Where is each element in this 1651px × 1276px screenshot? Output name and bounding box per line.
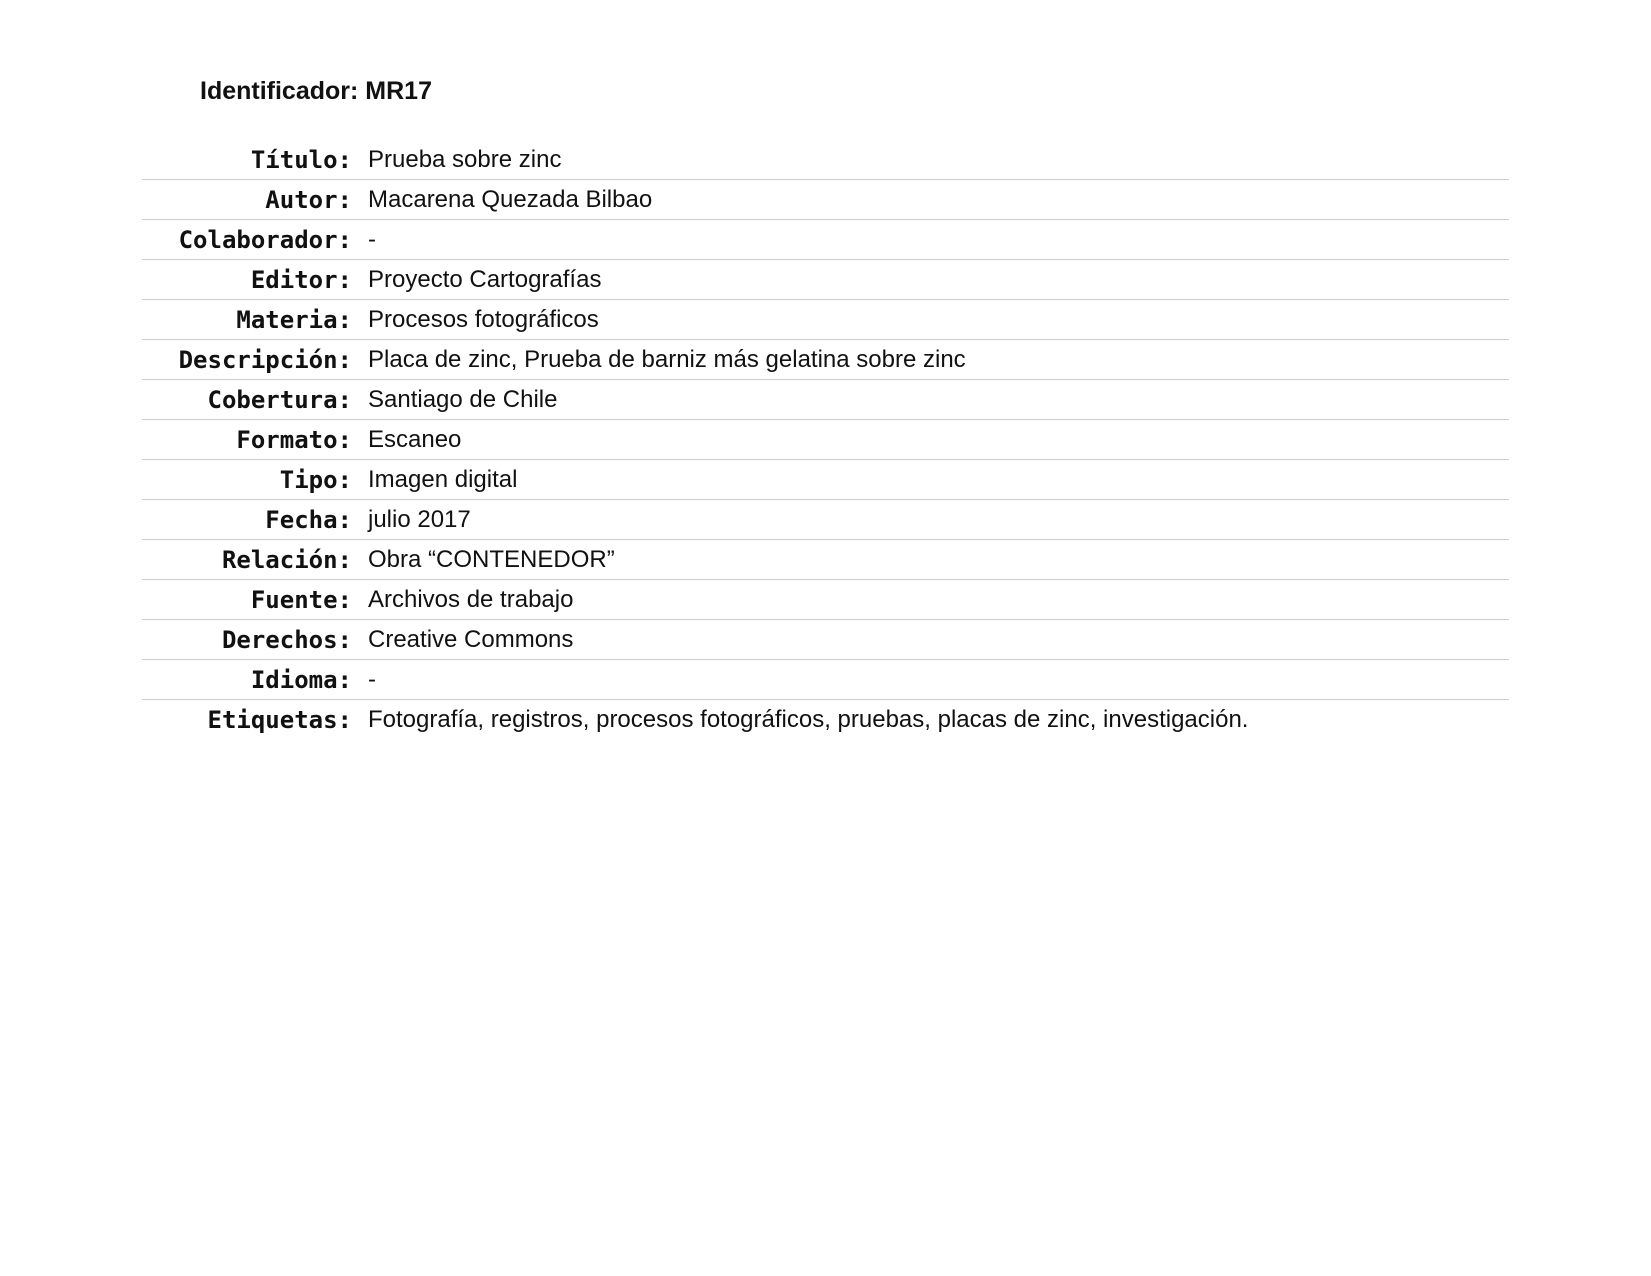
field-label: Descripción: [178,346,352,374]
field-value: Proyecto Cartografías [368,266,602,293]
metadata-row-relacion [142,539,1509,579]
field-label: Autor: [265,186,352,214]
field-value: Obra “CONTENEDOR” [368,546,615,573]
field-label: Idioma: [250,666,352,694]
field-value: julio 2017 [368,506,471,533]
metadata-row-formato [142,419,1509,459]
metadata-row-etiquetas [142,699,1509,739]
metadata-row-editor [142,259,1509,299]
identifier-value: MR17 [365,77,432,105]
field-label: Colaborador: [178,226,352,254]
field-label: Fuente: [250,586,352,614]
field-label: Editor: [250,266,352,294]
field-value: Prueba sobre zinc [368,146,562,173]
metadata-row-materia [142,299,1509,339]
metadata-row-derechos [142,619,1509,659]
field-value: Imagen digital [368,466,518,493]
field-label: Formato: [236,426,352,454]
field-value: Escaneo [368,426,462,453]
field-value: Santiago de Chile [368,386,558,413]
field-label: Tipo: [279,466,352,494]
metadata-row-descripcion [142,339,1509,379]
metadata-row-fecha [142,499,1509,539]
metadata-row-colaborador [142,219,1509,259]
metadata-row-tipo [142,459,1509,499]
field-label: Fecha: [265,506,352,534]
metadata-table [142,139,1509,739]
metadata-row-titulo [142,139,1509,179]
metadata-row-idioma [142,659,1509,699]
field-value: - [368,666,376,693]
metadata-row-autor [142,179,1509,219]
field-value: Procesos fotográficos [368,306,599,333]
field-label: Título: [250,146,352,174]
field-label: Derechos: [221,626,352,654]
identifier-heading [200,74,432,108]
field-label: Materia: [236,306,352,334]
field-label: Cobertura: [207,386,352,414]
field-value: - [368,226,376,253]
field-value: Macarena Quezada Bilbao [368,186,653,213]
field-label: Etiquetas: [207,706,352,734]
field-label: Relación: [221,546,352,574]
metadata-row-fuente [142,579,1509,619]
field-value: Fotografía, registros, procesos fotográficos, pruebas, placas de zinc, investigación. [368,706,1249,733]
field-value: Creative Commons [368,626,574,653]
identifier-label: Identificador: [200,77,359,105]
field-value: Placa de zinc, Prueba de barniz más gelatina sobre zinc [368,346,966,373]
field-value: Archivos de trabajo [368,586,574,613]
metadata-row-cobertura [142,379,1509,419]
